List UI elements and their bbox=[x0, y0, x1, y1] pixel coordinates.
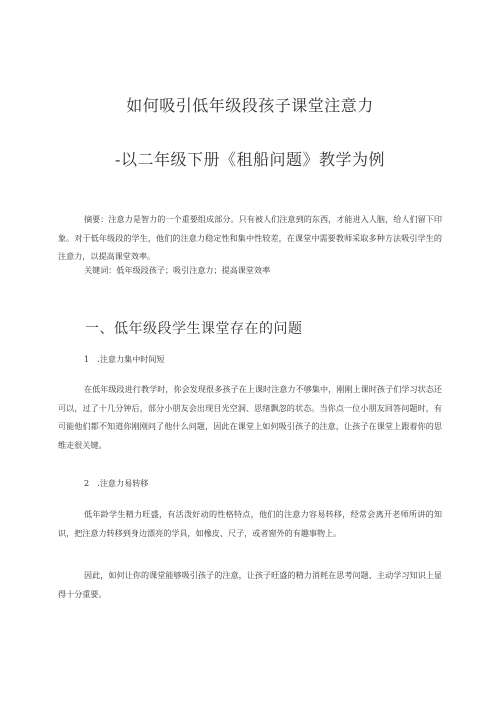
subsection-2-paragraph: 低年龄学生精力旺盛，有活泼好动的性格特点，他们的注意力容易转移，经常会离开老师所讲的知识，把注意力转移到身边漂亮的学具，如橡皮、尺子，或者窗外的有趣事物上。 bbox=[58, 509, 442, 538]
document-subtitle: -以二年级下册《租船问题》教学为例 bbox=[115, 150, 385, 169]
document-title: 如何吸引低年级段孩子课堂注意力 bbox=[126, 96, 374, 115]
section-heading-1: 一、低年级段学生课堂存在的问题 bbox=[85, 321, 303, 337]
closing-paragraph: 因此，如何让你的课堂能够吸引孩子的注意，让孩子旺盛的精力消耗在思考问题、主动学习知识上显得十分重要。 bbox=[58, 570, 442, 599]
abstract-paragraph: 摘要：注意力是智力的一个重要组成部分。只有被人们注意到的东西，才能进入人脑，给人们留下印象。对于低年级段的学生，他们的注意力稳定性和集中性较差，在课堂中需要教师采取多种方法吸引学生的注意力，以提高课堂效率。 bbox=[58, 214, 442, 261]
keywords-line: 关键词：低年级段孩子；吸引注意力；提高课堂效率 bbox=[84, 265, 271, 275]
subsection-1-paragraph: 在低年级段进行教学时，你会发现很多孩子在上课时注意力不够集中，刚刚上课时孩子们学习状态还可以，过了十几分钟后，部分小朋友会出现目光空洞、思绪飘忽的状态。当你点一位小朋友回答问题时，有可能他们都不知道你刚刚问了他什么问题，因此在课堂上如何吸引孩子的注意，让孩子在课堂上跟着你的思维走很关键。 bbox=[58, 384, 442, 450]
subsection-heading-1: 1 .注意力集中时间短 bbox=[84, 354, 165, 364]
subsection-heading-2: 2 .注意力易转移 bbox=[84, 478, 149, 488]
